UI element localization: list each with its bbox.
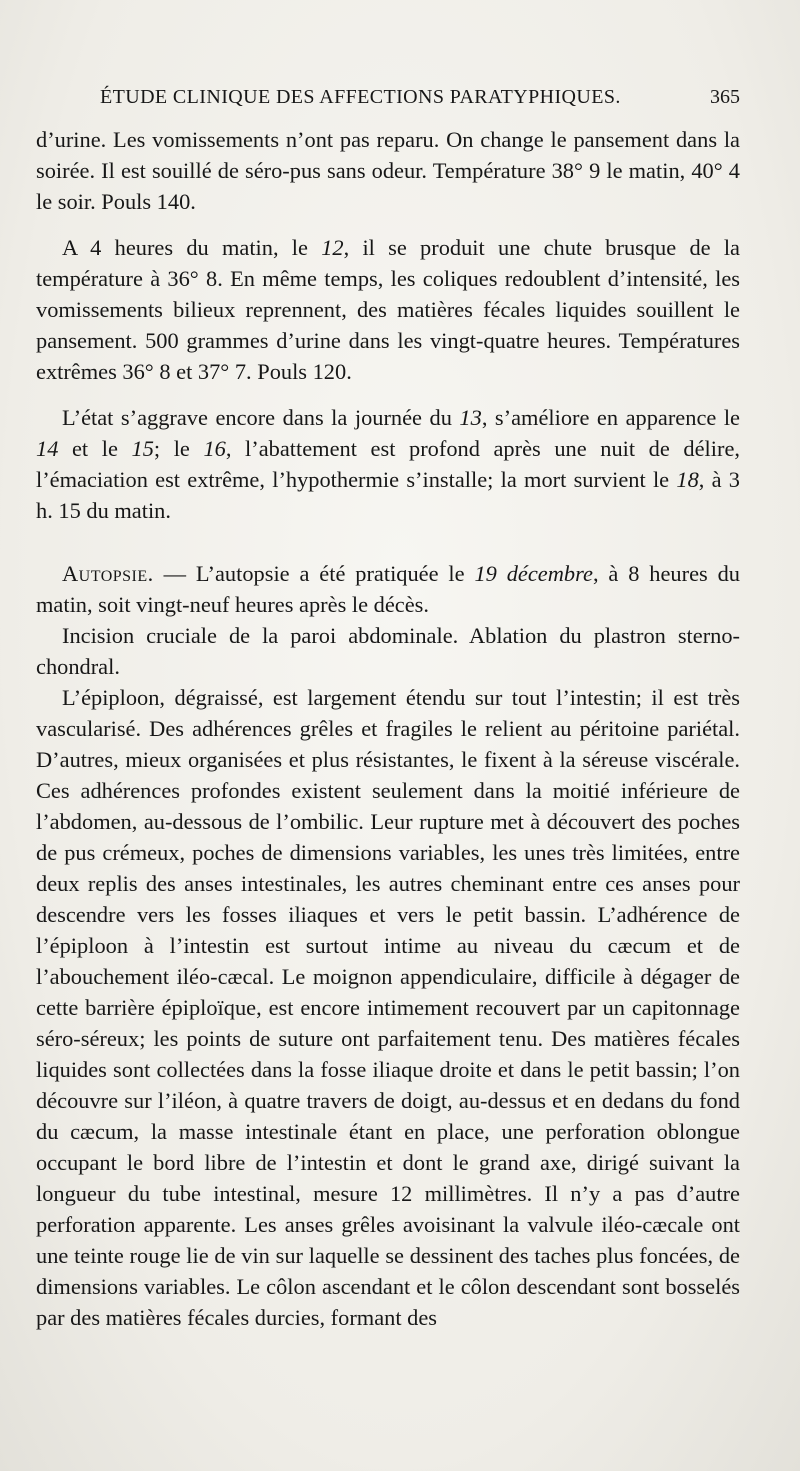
paragraph-6: L’épiploon, dégraissé, est largement étendu sur tout l’intestin; il est très vascularisé. Des adhérences grêles et fragiles le relient au péritoine pariétal. D’autres, mieux organisées et plus résistantes, le fixent à la séreuse viscérale. Ces adhérences profondes existent seulement dans la moitié inférieure de l’abdomen, au-dessous de l’ombilic. Leur rupture met à découvert des poches de pus crémeux, poches de dimensions variables, les unes très limitées, entre deux replis des anses intestinales, les autres cheminant entre ces anses pour descendre vers les fosses iliaques et vers le petit bassin. L’adhérence de l’épiploon à l’intestin est surtout intime au niveau du cæcum et de l’abouchement iléo-cæcal. Le moignon appendiculaire, difficile à dégager de cette barrière épiploïque, est encore intimement recouvert par un capitonnage séro-séreux; les points de suture ont parfaitement tenu. Des matières fécales liquides sont collectées dans la fosse iliaque droite et dans le petit bassin; l’on découvre sur l’iléon, à quatre travers de doigt, au-dessus et en dedans du fond du cæcum, la masse intestinale étant en place, une perforation oblongue occupant le bord libre de l’intestin et dont le grand axe, dirigé suivant la longueur du tube intestinal, mesure 12 millimètres. Il n’y a pas d’autre perforation apparente. Les anses grêles avoisinant la valvule iléo-cæcale ont une teinte rouge lie de vin sur laquelle se dessinent des taches plus foncées, de dimensions variables. Le côlon ascendant et le côlon descendant sont bosselés par des matières fécales durcies, formant des bbox=[36, 685, 740, 1330]
paragraph-autopsie bbox=[36, 558, 740, 620]
date-14: 14 bbox=[36, 436, 59, 461]
page-header bbox=[88, 86, 740, 116]
section-heading-autopsie: Autopsie. bbox=[62, 561, 154, 586]
paragraph-3-text-b: , s’améliore en apparence le bbox=[481, 405, 740, 430]
paragraph-3-text-d: ; le bbox=[153, 436, 204, 461]
paragraph-3 bbox=[36, 402, 740, 526]
paragraph-5: Incision cruciale de la paroi abdominale. Ablation du plastron sterno-chondral. bbox=[36, 623, 740, 679]
running-title: ÉTUDE CLINIQUE DES AFFECTIONS PARATYPHIQUES. bbox=[100, 86, 621, 108]
paragraph-2 bbox=[36, 232, 740, 387]
date-18: 18 bbox=[676, 467, 699, 492]
paragraph-3-text-f: , à 3 h. 15 du matin. bbox=[36, 467, 740, 523]
date-15: 15 bbox=[131, 436, 154, 461]
paragraph-1: d’urine. Les vomissements n’ont pas reparu. On change le pansement dans la soirée. Il est souillé de séro-pus sans odeur. Température 38° 9 le matin, 40° 4 le soir. Pouls 140. bbox=[36, 127, 740, 214]
paragraph-3-text-c: et le bbox=[58, 436, 132, 461]
body-text bbox=[36, 124, 740, 1333]
paragraph-4-text-a: — L’autopsie a été pratiquée le bbox=[153, 561, 475, 586]
page-number: 365 bbox=[710, 86, 740, 108]
paragraph-2-text-a: A 4 heures du matin, le bbox=[62, 235, 322, 260]
paragraph-3-text-a: L’état s’aggrave encore dans la journée du bbox=[62, 405, 460, 430]
date-19-decembre: 19 décembre bbox=[474, 561, 593, 586]
date-16: 16 bbox=[203, 436, 226, 461]
paragraph-4-text-b: , à 8 heures du matin, soit vingt-neuf heures après le décès. bbox=[36, 561, 740, 617]
date-13: 13 bbox=[459, 405, 482, 430]
paragraph-2-text-b: , il se produit une chute brusque de la température à 36° 8. En même temps, les coliques redoublent d’intensité, les vomissements bilieux reprennent, des matières fécales liquides souillent le pansement. 500 grammes d’urine dans les vingt-quatre heures. Températures extrêmes 36° 8 et 37° 7. Pouls 120. bbox=[36, 235, 740, 384]
date-12: 12 bbox=[321, 235, 344, 260]
paragraph-3-text-e: , l’abattement est profond après une nuit de délire, l’émaciation est extrême, l’hypothermie s’installe; la mort survient le bbox=[36, 436, 740, 492]
